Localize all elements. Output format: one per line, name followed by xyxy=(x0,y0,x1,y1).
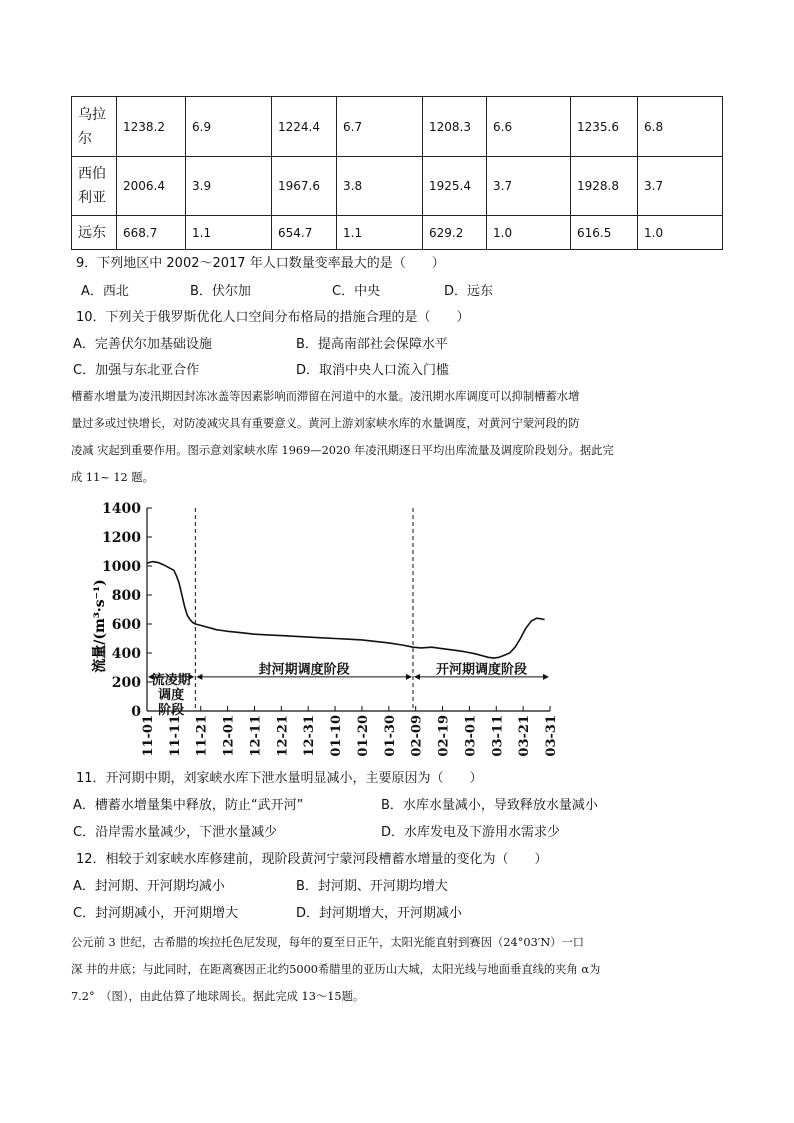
y-tick-label: 1200 xyxy=(102,530,141,546)
table-cell: 1208.3 xyxy=(423,97,487,157)
table-cell: 1967.6 xyxy=(272,157,337,216)
table-cell: 1928.8 xyxy=(571,157,638,216)
x-tick-label: 01-30 xyxy=(382,715,398,757)
x-tick-label: 02-19 xyxy=(436,715,452,757)
x-tick-label: 11-01 xyxy=(141,715,156,757)
x-tick-label: 12-21 xyxy=(275,715,291,757)
x-tick-label: 11-21 xyxy=(194,715,210,757)
q10-option-b: B．提高南部社会保障水平 xyxy=(296,337,448,352)
table-row xyxy=(72,157,723,216)
table-cell: 6.6 xyxy=(487,97,571,157)
passage-line: 公元前 3 世纪，古希腊的埃拉托色尼发现，每年的夏至日正午，太阳光能直射到赛因（24°03′N）一口 xyxy=(71,936,585,949)
x-tick-label: 01-20 xyxy=(355,715,371,757)
passage-line: 凌减 灾起到重要作用。图示意刘家峡水库 1969—2020 年凌汛期逐日平均出库流量及调度阶段划分。据此完 xyxy=(71,444,614,457)
table-cell: 668.7 xyxy=(117,216,186,250)
table-cell: 1224.4 xyxy=(272,97,337,157)
q9-option-b: B．伏尔加 xyxy=(190,284,251,299)
table-cell: 3.8 xyxy=(337,157,423,216)
arrow-head-left xyxy=(196,674,202,680)
x-tick-label: 11-11 xyxy=(167,715,183,757)
q10-option-c: C．加强与东北亚合作 xyxy=(73,363,200,378)
q10-option-a: A．完善伏尔加基础设施 xyxy=(73,337,212,352)
x-tick-label: 01-10 xyxy=(329,715,345,757)
q9-option-c: C．中央 xyxy=(332,284,381,299)
passage-eratosthenes xyxy=(71,929,721,1010)
table-cell: 1238.2 xyxy=(117,97,186,157)
q10-option-d: D．取消中央人口流入门槛 xyxy=(296,363,450,378)
q12-option-d: D．封河期增大，开河期减小 xyxy=(296,906,463,921)
stage-label: 调度 xyxy=(158,687,185,703)
y-axis-label: 流量/(m³·s⁻¹) xyxy=(92,579,108,673)
stage-label: 开河期调度阶段 xyxy=(435,662,527,678)
table-cell: 616.5 xyxy=(571,216,638,250)
x-tick-label: 12-31 xyxy=(302,715,318,757)
y-tick-label: 800 xyxy=(111,588,141,604)
population-table xyxy=(71,96,722,250)
table-cell: 6.9 xyxy=(186,97,272,157)
table-cell: 1.1 xyxy=(186,216,272,250)
passage-ice-flood xyxy=(71,383,721,491)
x-tick-label: 03-01 xyxy=(463,715,479,757)
x-tick-label: 12-01 xyxy=(221,715,237,757)
table-cell: 1235.6 xyxy=(571,97,638,157)
q11-option-b: B．水库水量减小，导致释放水量减小 xyxy=(381,798,598,813)
x-tick-label: 03-31 xyxy=(544,715,559,757)
question-11-stem: 11．开河期中期，刘家峡水库下泄水量明显减小，主要原因为（ ） xyxy=(76,771,483,786)
x-tick-label: 03-11 xyxy=(490,715,506,757)
passage-line: 槽蓄水增量为凌汛期因封冻冰盖等因素影响而滞留在河道中的水量。凌汛期水库调度可以抑制槽蓄水增 xyxy=(71,390,580,403)
outflow-chart xyxy=(90,496,570,768)
passage-line: 7.2° （图），由此估算了地球周长。据此完成 13～15题。 xyxy=(71,990,365,1003)
table-cell: 1.1 xyxy=(337,216,423,250)
table-cell: 1.0 xyxy=(487,216,571,250)
question-10-stem: 10．下列关于俄罗斯优化人口空间分布格局的措施合理的是（ ） xyxy=(76,310,470,325)
q11-option-c: C．沿岸需水量减少，下泄水量减少 xyxy=(73,825,278,840)
region-cell: 乌拉 尔 xyxy=(72,97,117,157)
stage-label: 阶段 xyxy=(158,702,185,718)
table-cell: 3.7 xyxy=(487,157,571,216)
table-cell: 3.9 xyxy=(186,157,272,216)
table-cell: 6.7 xyxy=(337,97,423,157)
q11-option-a: A．槽蓄水增量集中释放，防止“武开河” xyxy=(73,798,304,813)
stage-label: 流凌期 xyxy=(151,672,191,688)
region-cell: 远东 xyxy=(72,216,117,250)
x-tick-label: 03-21 xyxy=(517,715,533,757)
passage-line: 成 11~ 12 题。 xyxy=(71,471,154,484)
x-tick-label: 12-11 xyxy=(248,715,264,757)
arrow-head-right xyxy=(543,674,549,680)
q9-option-d: D．远东 xyxy=(444,284,494,299)
question-9-stem: 9．下列地区中 2002～2017 年人口数量变率最大的是（ ） xyxy=(76,256,445,271)
passage-line: 深 井的井底；与此同时，在距离赛因正北约5000希腊里的亚历山大城，太阳光线与地面垂直线的夹角 α为 xyxy=(71,963,601,976)
y-tick-label: 1400 xyxy=(102,501,141,517)
table-cell: 654.7 xyxy=(272,216,337,250)
stage-label: 封河期调度阶段 xyxy=(258,662,350,678)
y-tick-label: 400 xyxy=(111,646,141,662)
table-cell: 1.0 xyxy=(638,216,723,250)
q9-option-a: A．西北 xyxy=(81,284,129,299)
y-tick-label: 600 xyxy=(111,617,141,633)
passage-line: 量过多或过快增长，对防凌减灾具有重要意义。黄河上游刘家峡水库的水量调度，对黄河宁蒙河段的防 xyxy=(71,417,580,430)
arrow-head-right xyxy=(406,674,412,680)
table-cell: 629.2 xyxy=(423,216,487,250)
q12-option-a: A．封河期、开河期均减小 xyxy=(73,879,225,894)
q12-option-c: C．封河期减小，开河期增大 xyxy=(73,906,239,921)
q11-option-d: D．水库发电及下游用水需求少 xyxy=(381,825,561,840)
y-tick-label: 200 xyxy=(111,675,141,691)
y-tick-label: 0 xyxy=(131,704,141,720)
population-table-grid xyxy=(71,96,723,250)
x-tick-label: 02-09 xyxy=(409,715,425,757)
question-12-stem: 12．相较于刘家峡水库修建前，现阶段黄河宁蒙河段槽蓄水增量的变化为（ ） xyxy=(76,852,548,867)
table-cell: 6.8 xyxy=(638,97,723,157)
outflow-series-line xyxy=(147,562,545,659)
y-tick-label: 1000 xyxy=(102,559,141,575)
table-cell: 2006.4 xyxy=(117,157,186,216)
arrow-head-left xyxy=(414,674,420,680)
region-cell: 西伯 利亚 xyxy=(72,157,117,216)
table-row xyxy=(72,216,723,250)
table-cell: 3.7 xyxy=(638,157,723,216)
table-cell: 1925.4 xyxy=(423,157,487,216)
table-row xyxy=(72,97,723,157)
q12-option-b: B．封河期、开河期均增大 xyxy=(296,879,448,894)
